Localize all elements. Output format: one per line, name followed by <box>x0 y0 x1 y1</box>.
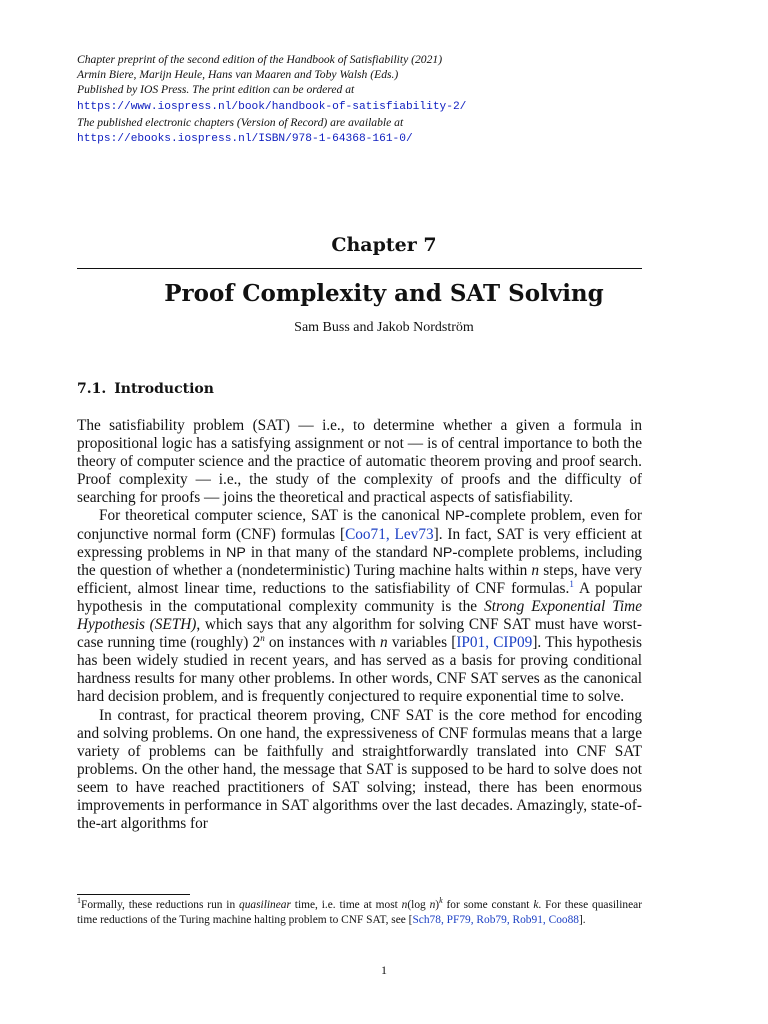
citation-link[interactable]: Coo71 <box>345 525 386 543</box>
preprint-publisher: Published by IOS Press. The print edition can be ordered at <box>77 83 355 97</box>
complexity-class: NP <box>444 508 465 525</box>
footnote-marker[interactable]: 1 <box>569 578 574 589</box>
paragraph: For theoretical computer science, SAT is the canonical NP-complete problem, even for conjunctive normal form (CNF) formulas [Coo71, Lev73]. In fact, SAT is very efficient at expressing problems in NP in that many of the standard NP-complete problems, including the question of whether a (nondeterministic) Turing machine halts within n steps, have very efficient, almost linear time, reductions to the satisfiability of CNF formulas.$^1$ A popular hypothesis in the computational complexity community is the Strong Exponential Time Hypothesis (SETH), which says that any algorithm for solving CNF SAT must have worst-case running time (roughly) 2$^n$ on instances with n variables [IP01, CIP09]. This hypothesis has been widely studied in recent years, and has served as a basis for proving conditional hardness results for many other problems. In other words, CNF SAT serves as the canonical hard decision problem, and is frequently conjectured to require exponential time to solve. <box>77 507 643 706</box>
section-number: 7.1. <box>77 381 107 397</box>
footnote-number: 1 <box>77 896 81 905</box>
paragraph: The satisfiability problem (SAT) — i.e., to determine whether a given a formula in propositional logic has a satisfying assignment or not — is of central importance to both the theory of computer science and the practice of automatic theorem proving and proof search. Proof complexity — i.e., the study of the complexity of proofs and the difficulty of searching for proofs — joins the theoretical and practical aspects of satisfiability. <box>77 417 642 507</box>
paragraph: In contrast, for practical theorem proving, CNF SAT is the core method for encoding and solving problems. On one hand, the expressiveness of CNF formulas means that a large variety of problems can be faithfully and straightforwardly translated into CNF SAT problems. On the other hand, the message that SAT is supposed to be hard to solve does not seem to have reached practitioners of SAT solving; instead, there has been enormous improvements in performance in SAT algorithms over the last decades. Amazingly, state-of-the-art algorithms for <box>77 706 642 833</box>
section-title: Introduction <box>114 381 214 397</box>
citation-link[interactable]: Sch78 <box>412 914 441 926</box>
preprint-electronic: The published electronic chapters (Version of Record) are available at <box>77 115 404 129</box>
citation-link[interactable]: Rob79 <box>476 914 507 926</box>
preprint-line: Chapter preprint of the second edition of the Handbook of Satisfiability (2021) <box>77 53 443 66</box>
preprint-editors: Armin Biere, Marijn Heule, Hans van Maaren and Toby Walsh (Eds.) <box>77 68 399 82</box>
print-edition-link[interactable]: https://www.iospress.nl/book/handbook-of-satisfiability-2/ <box>77 100 467 113</box>
title-rule <box>77 268 642 269</box>
complexity-class: NP <box>432 544 453 561</box>
chapter-title: Proof Complexity and SAT Solving <box>164 280 604 307</box>
ebook-link[interactable]: https://ebooks.iospress.nl/ISBN/978-1-64368-161-0/ <box>77 133 413 146</box>
citation-link[interactable]: IP01 <box>456 634 486 652</box>
footnote-rule <box>77 894 190 895</box>
footnote: $^1$Formally, these reductions run in quasilinear time, i.e. time at most n(log n)$^k$ for some constant k. For these quasilinear time reductions of the Turing machine halting problem to CNF SAT, see [Sch78, PF79, Rob79, Rob91, Coo88]. <box>77 896 642 926</box>
chapter-label: Chapter 7 <box>331 234 437 256</box>
page-number: 1 <box>381 963 387 977</box>
citation-link[interactable]: CIP09 <box>493 634 533 652</box>
section-heading <box>77 381 214 397</box>
citation-link[interactable]: Rob91 <box>512 914 543 926</box>
citation-link[interactable]: Coo88 <box>548 914 579 926</box>
chapter-authors: Sam Buss and Jakob Nordström <box>294 320 474 335</box>
preprint-notice <box>77 52 697 147</box>
seth-term: Strong Exponential Time Hypothesis (SETH) <box>77 597 642 634</box>
complexity-class: NP <box>226 544 246 561</box>
body-text <box>77 417 642 833</box>
citation-link[interactable]: Lev73 <box>394 525 434 543</box>
citation-link[interactable]: PF79 <box>446 914 471 926</box>
